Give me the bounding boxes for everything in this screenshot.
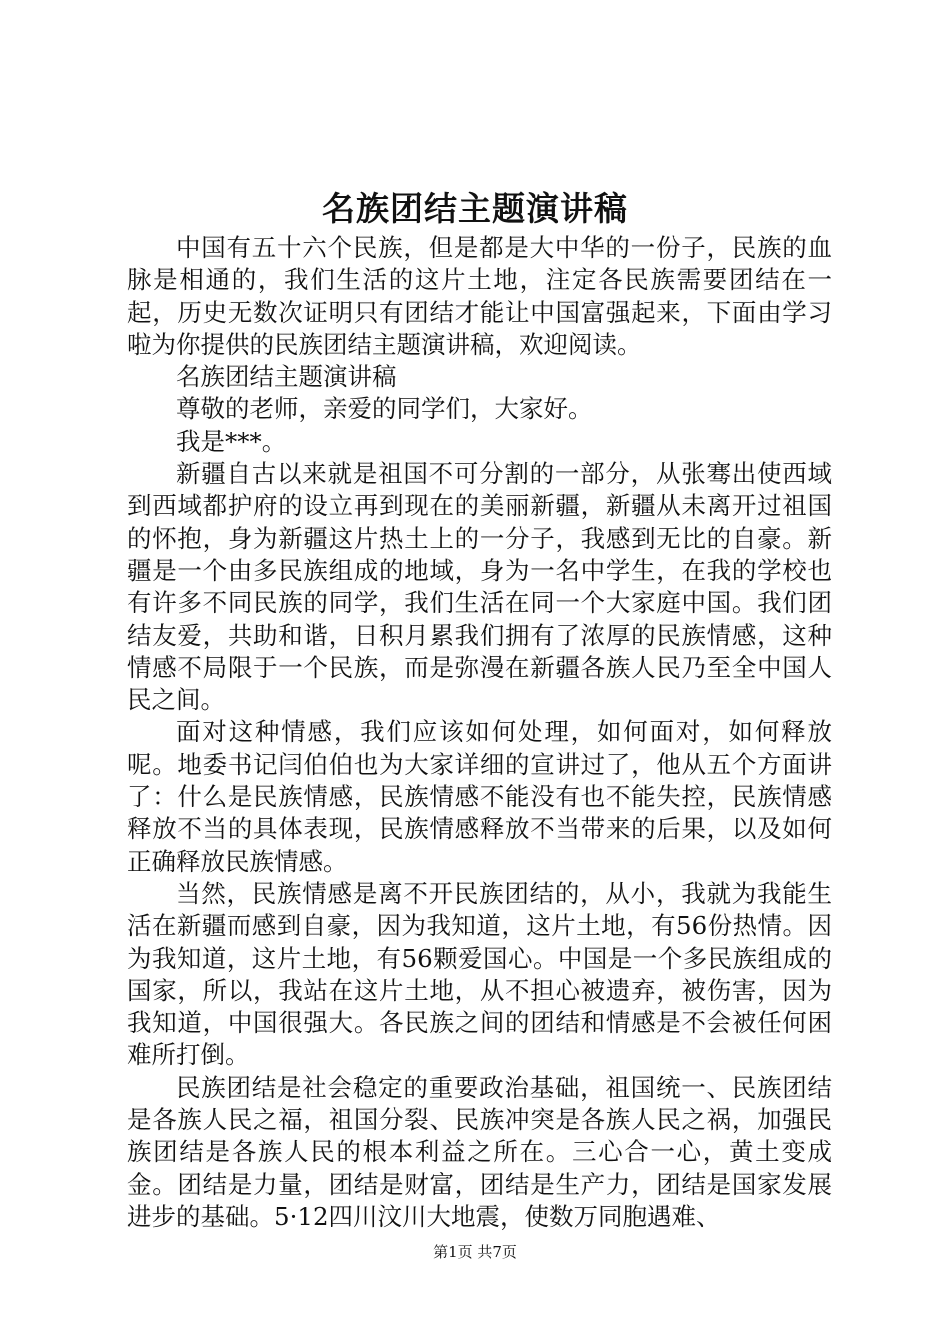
paragraph-xinjiang: 新疆自古以来就是祖国不可分割的一部分，从张骞出使西域到西域都护府的设立再到现在的美丽新疆，新疆从未离开过祖国的怀抱，身为新疆这片热土上的一分子，我感到无比的自豪。新疆是一个由多民族组成的地域，身为一名中学生，在我的学校也有许多不同民族的同学，我们生活在同一个大家庭中国。我们团结友爱，共助和谐，日积月累我们拥有了浓厚的民族情感，这种情感不局限于一个民族，而是弥漫在新疆各族人民乃至全中国人民之间。 [127, 459, 832, 715]
paragraph-emotion: 面对这种情感，我们应该如何处理，如何面对，如何释放呢。地委书记闫伯伯也为大家详细的宣讲过了，他从五个方面讲了：什么是民族情感，民族情感不能没有也不能失控，民族情感释放不当的具体表现，民族情感释放不当带来的后果，以及如何正确释放民族情感。 [127, 717, 832, 876]
paragraph-intro: 中国有五十六个民族，但是都是大中华的一份子，民族的血脉是相通的，我们生活的这片土地，注定各民族需要团结在一起，历史无数次证明只有团结才能让中国富强起来，下面由学习啦为你提供的民族团结主题演讲稿，欢迎阅读。 [127, 233, 832, 359]
paragraph-unity: 民族团结是社会稳定的重要政治基础，祖国统一、民族团结是各族人民之福，祖国分裂、民族冲突是各族人民之祸，加强民族团结是各族人民的根本利益之所在。三心合一心，黄土变成金。团结是力量，团结是财富，团结是生产力，团结是国家发展进步的基础。5·12四川汶川大地震，使数万同胞遇难、 [127, 1072, 832, 1231]
paragraph-self-intro: 我是***。 [176, 426, 287, 456]
document-body [127, 232, 832, 1233]
paragraph-subtitle: 名族团结主题演讲稿 [176, 362, 397, 392]
paragraph-greeting: 尊敬的老师，亲爱的同学们，大家好。 [176, 394, 593, 424]
paragraph-pride: 当然，民族情感是离不开民族团结的，从小，我就为我能生活在新疆而感到自豪，因为我知道，这片土地，有56份热情。因为我知道，这片土地，有56颗爱国心。中国是一个多民族组成的国家，所以，我站在这片土地，从不担心被遗弃，被伤害，因为我知道，中国很强大。各民族之间的团结和情感是不会被任何困难所打倒。 [127, 878, 832, 1070]
document-title: 名族团结主题演讲稿 [322, 189, 628, 228]
page-footer: 第1页 共7页 [433, 1243, 517, 1261]
